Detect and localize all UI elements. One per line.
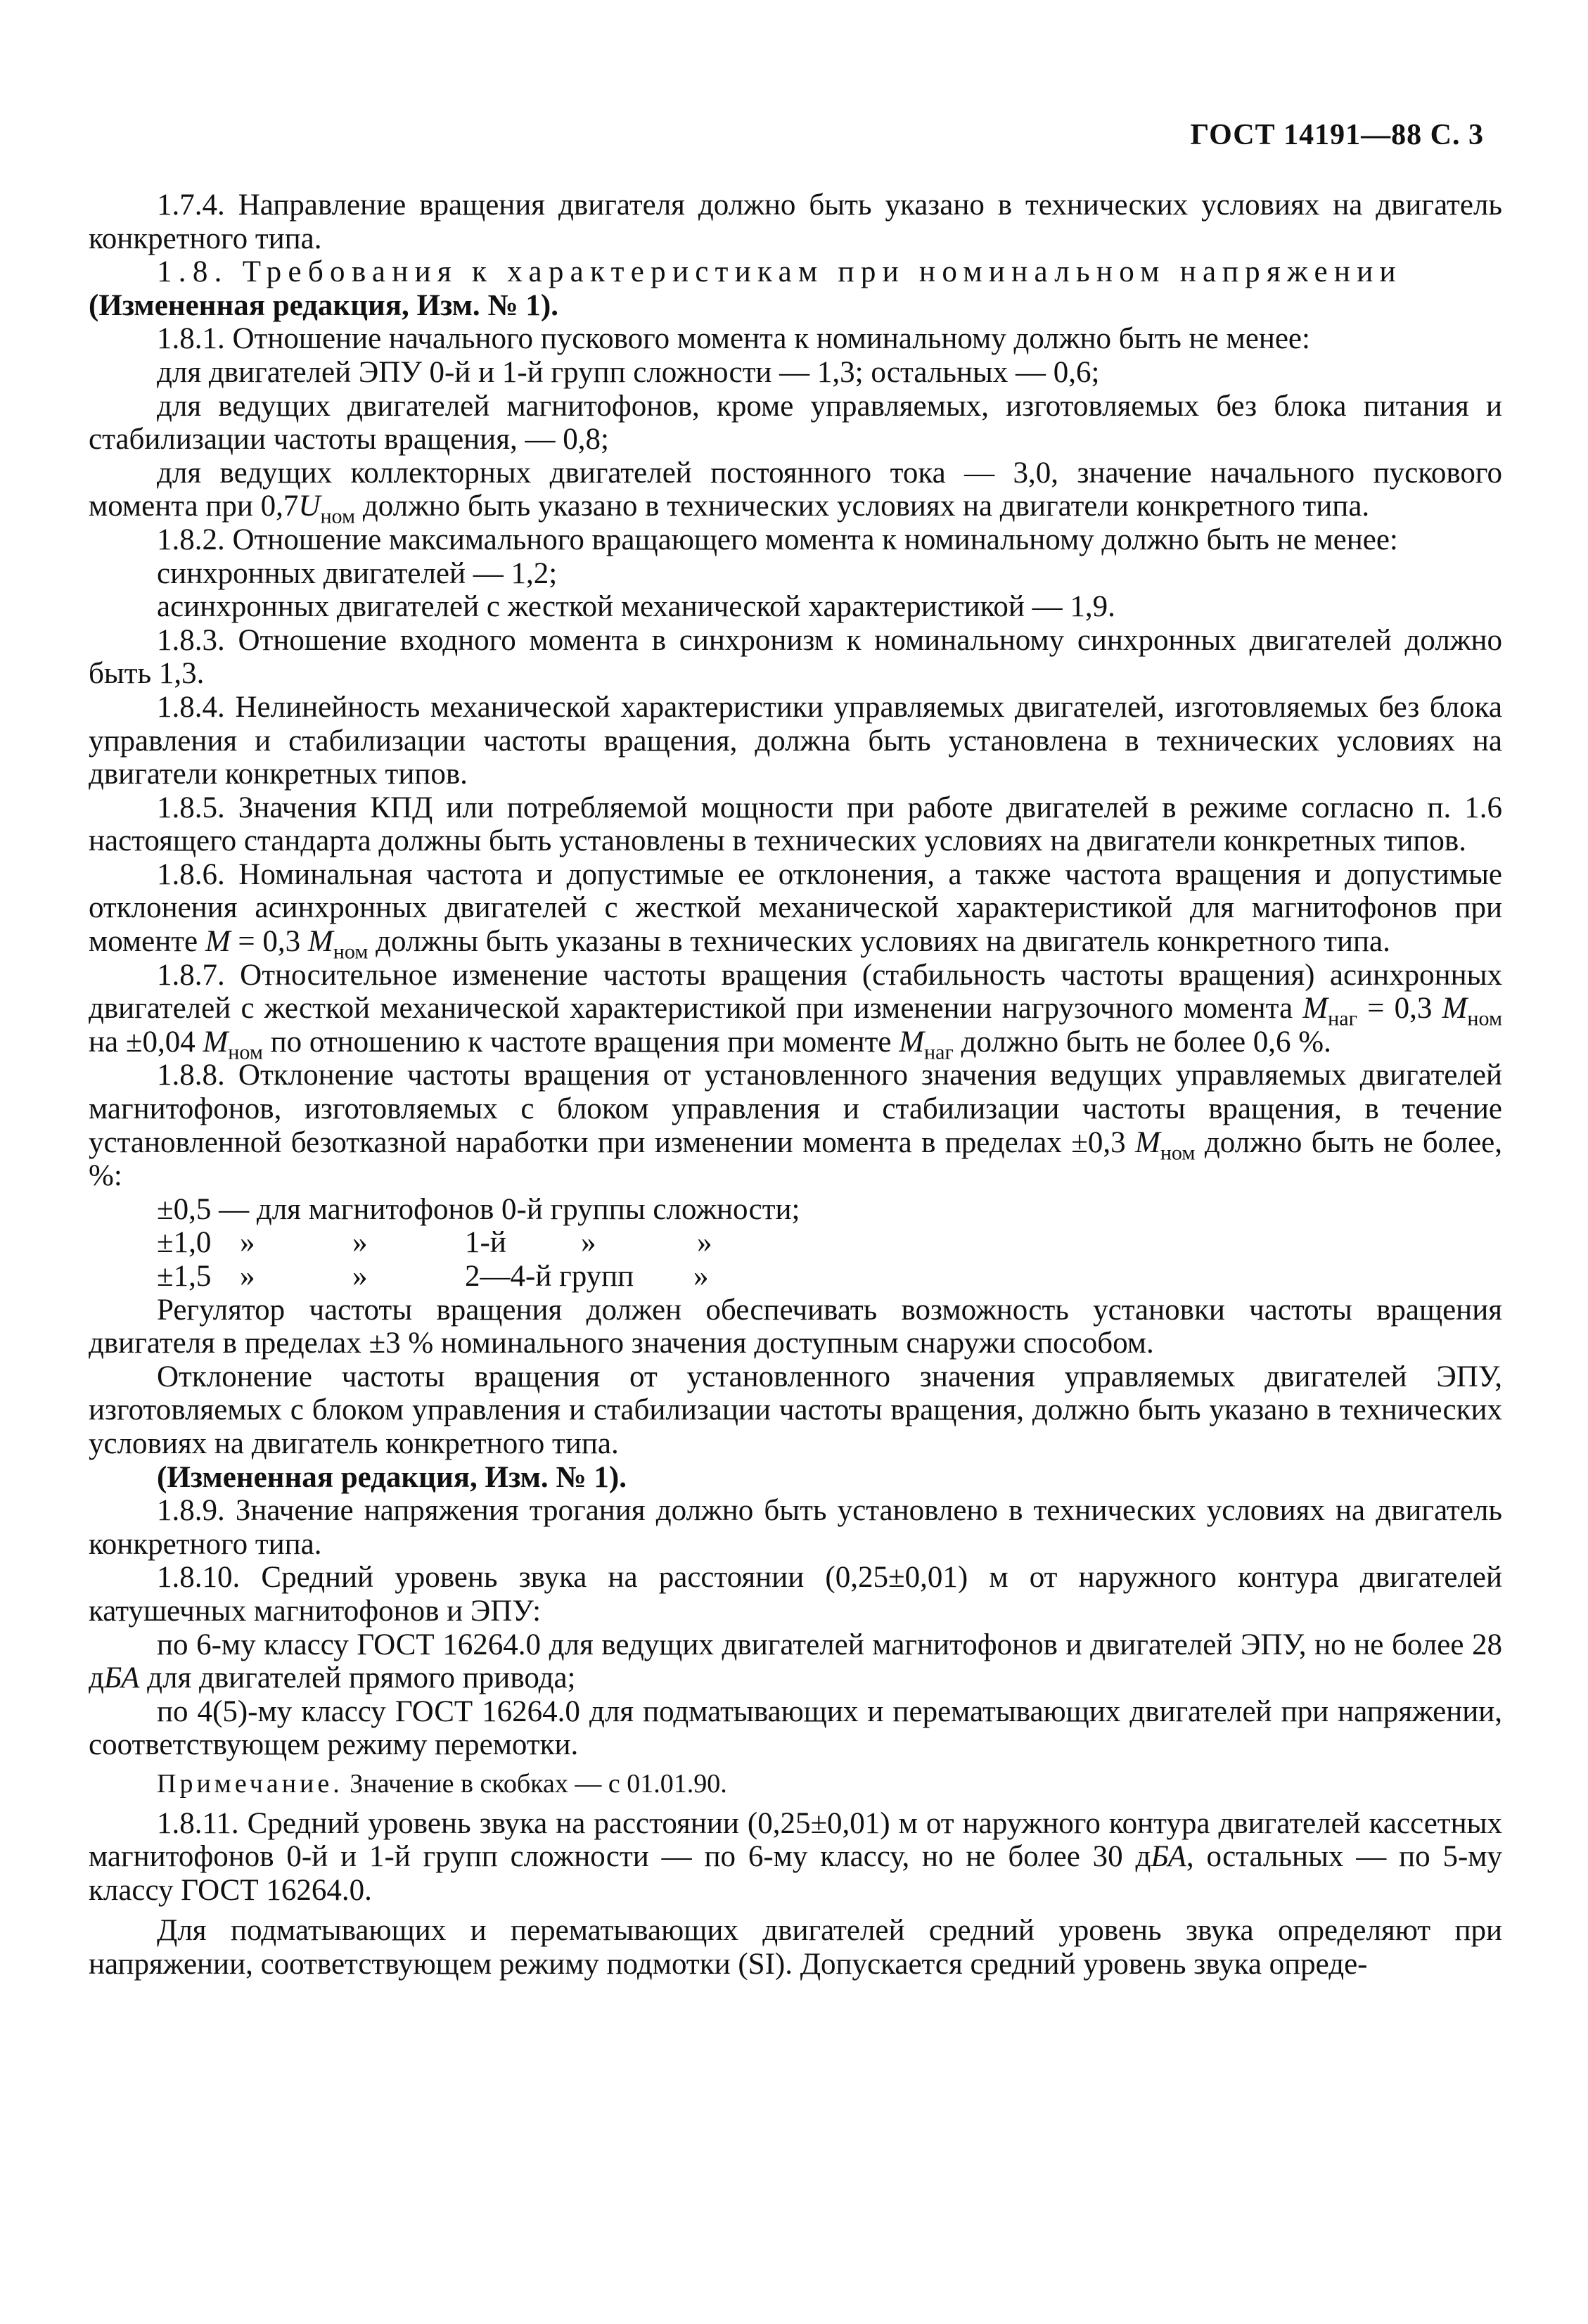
list-item: по 4(5)-му классу ГОСТ 16264.0 для подматывающих и перематывающих двигателей при напряжении, соответствующем режиму перемотки. [89, 1694, 1502, 1762]
edit-note: (Измененная редакция, Изм. № 1). [89, 288, 558, 322]
paragraph-last: Для подматывающих и перематывающих двигателей средний уровень звука определяют при напряжении, соответствующем режиму подмотки (SI). Допускается средний уровень звука опреде- [89, 1914, 1502, 1981]
paragraph-regulator: Регулятор частоты вращения должен обеспечивать возможность установки частоты вращения двигателя в пределах ±3 % номинального значения доступным снаружи способом. [89, 1293, 1502, 1360]
paragraph-1-8-5: 1.8.5. Значения КПД или потребляемой мощности при работе двигателей в режиме согласно п. 1.6 настоящего стандарта должны быть установлены в технических условиях на двигатели конкретных типов. [89, 791, 1502, 858]
paragraph-1-8-10: 1.8.10. Средний уровень звука на расстоянии (0,25±0,01) м от наружного контура двигателей катушечных магнитофонов и ЭПУ: [89, 1561, 1502, 1628]
list-item: асинхронных двигателей с жесткой механической характеристикой — 1,9. [157, 590, 1115, 624]
paragraph-1-8-3: 1.8.3. Отношение входного момента в синхронизм к номинальному синхронных двигателей должно быть 1,3. [89, 623, 1502, 691]
table-row: ±0,5 — для магнитофонов 0-й группы сложности; [157, 1192, 800, 1226]
note: Примечание. Значение в скобках — с 01.01.90. [157, 1768, 727, 1799]
paragraph-1-8-11: 1.8.11. Средний уровень звука на расстоянии (0,25±0,01) м от наружного контура двигателей кассетных магнитофонов 0-й и 1-й групп сложности — по 6-му классу, но не более 30 дБА, остальных — по 5-му классу ГОСТ 16264.0. [89, 1806, 1503, 1907]
paragraph-deviation: Отклонение частоты вращения от установленного значения управляемых двигателей ЭПУ, изготовляемых с блоком управления и стабилизации частоты вращения, должно быть указано в технических условиях на двигатель конкретного типа. [89, 1360, 1502, 1460]
paragraph-1-8-9: 1.8.9. Значение напряжения трогания должно быть установлено в технических условиях на двигатель конкретного типа. [89, 1494, 1502, 1561]
paragraph-1-8-1: 1.8.1. Отношение начального пускового момента к номинальному должно быть не менее: [157, 322, 1310, 356]
list-item: синхронных двигателей — 1,2; [157, 556, 558, 590]
section-heading-1-8: 1.8. Требования к характеристикам при номинальном напряжении [157, 255, 1402, 289]
paragraph-1-7-4: 1.7.4. Направление вращения двигателя должно быть указано в технических условиях на двигатель конкретного типа. [89, 189, 1502, 255]
list-item: по 6-му классу ГОСТ 16264.0 для ведущих двигателей магнитофонов и двигателей ЭПУ, но не более 28 дБА для двигателей прямого привода; [89, 1628, 1502, 1695]
list-item: для двигателей ЭПУ 0-й и 1-й групп сложности — 1,3; остальных — 0,6; [157, 355, 1100, 389]
paragraph-1-8-8: 1.8.8. Отклонение частоты вращения от установленного значения ведущих управляемых двигателей магнитофонов, изготовляемых с блоком управления и стабилизации частоты вращения, в течение установленной безотказной наработки при изменении момента в пределах ±0,3 $M_{ном}$ должно быть не более, %: [89, 1059, 1502, 1193]
edit-note: (Измененная редакция, Изм. № 1). [157, 1460, 627, 1494]
list-item: для ведущих коллекторных двигателей постоянного тока — 3,0, значение начального пускового момента при $0,7U_{ном}$ должно быть указано в технических условиях на двигатели конкретного типа. [89, 456, 1502, 528]
paragraph-1-8-6: 1.8.6. Номинальная частота и допустимые ее отклонения, а также частота вращения и допустимые отклонения асинхронных двигателей с жесткой механической характеристикой для магнитофонов при моменте M = 0,3 $M_{ном}$ должны быть указаны в технических условиях на двигатель конкретного типа. [89, 857, 1502, 964]
paragraph-1-8-4: 1.8.4. Нелинейность механической характеристики управляемых двигателей, изготовляемых без блока управления и стабилизации частоты вращения, должна быть установлена в технических условиях на двигатели конкретных типов. [89, 690, 1502, 791]
document-body [89, 189, 1502, 1981]
table-row: ±1,0 » » 1-й » » [157, 1226, 712, 1260]
paragraph-1-8-2: 1.8.2. Отношение максимального вращающего момента к номинальному должно быть не менее: [157, 523, 1398, 556]
list-item: для ведущих двигателей магнитофонов, кроме управляемых, изготовляемых без блока питания и стабилизации частоты вращения, — 0,8; [89, 389, 1502, 456]
paragraph-1-8-7: 1.8.7. Относительное изменение частоты вращения (стабильность частоты вращения) асинхронных двигателей с жесткой механической характеристикой при изменении нагрузочного момента $M_{наг} = 0,3$ $M_{ном}$ на ±0,04 $M_{ном}$ по отношению к частоте вращения при моменте $M_{наг}$ должно быть не более 0,6 %. [89, 958, 1502, 1064]
table-row: ±1,5 » » 2—4-й групп » [157, 1260, 709, 1293]
page-header: ГОСТ 14191—88 С. 3 [1190, 119, 1484, 151]
